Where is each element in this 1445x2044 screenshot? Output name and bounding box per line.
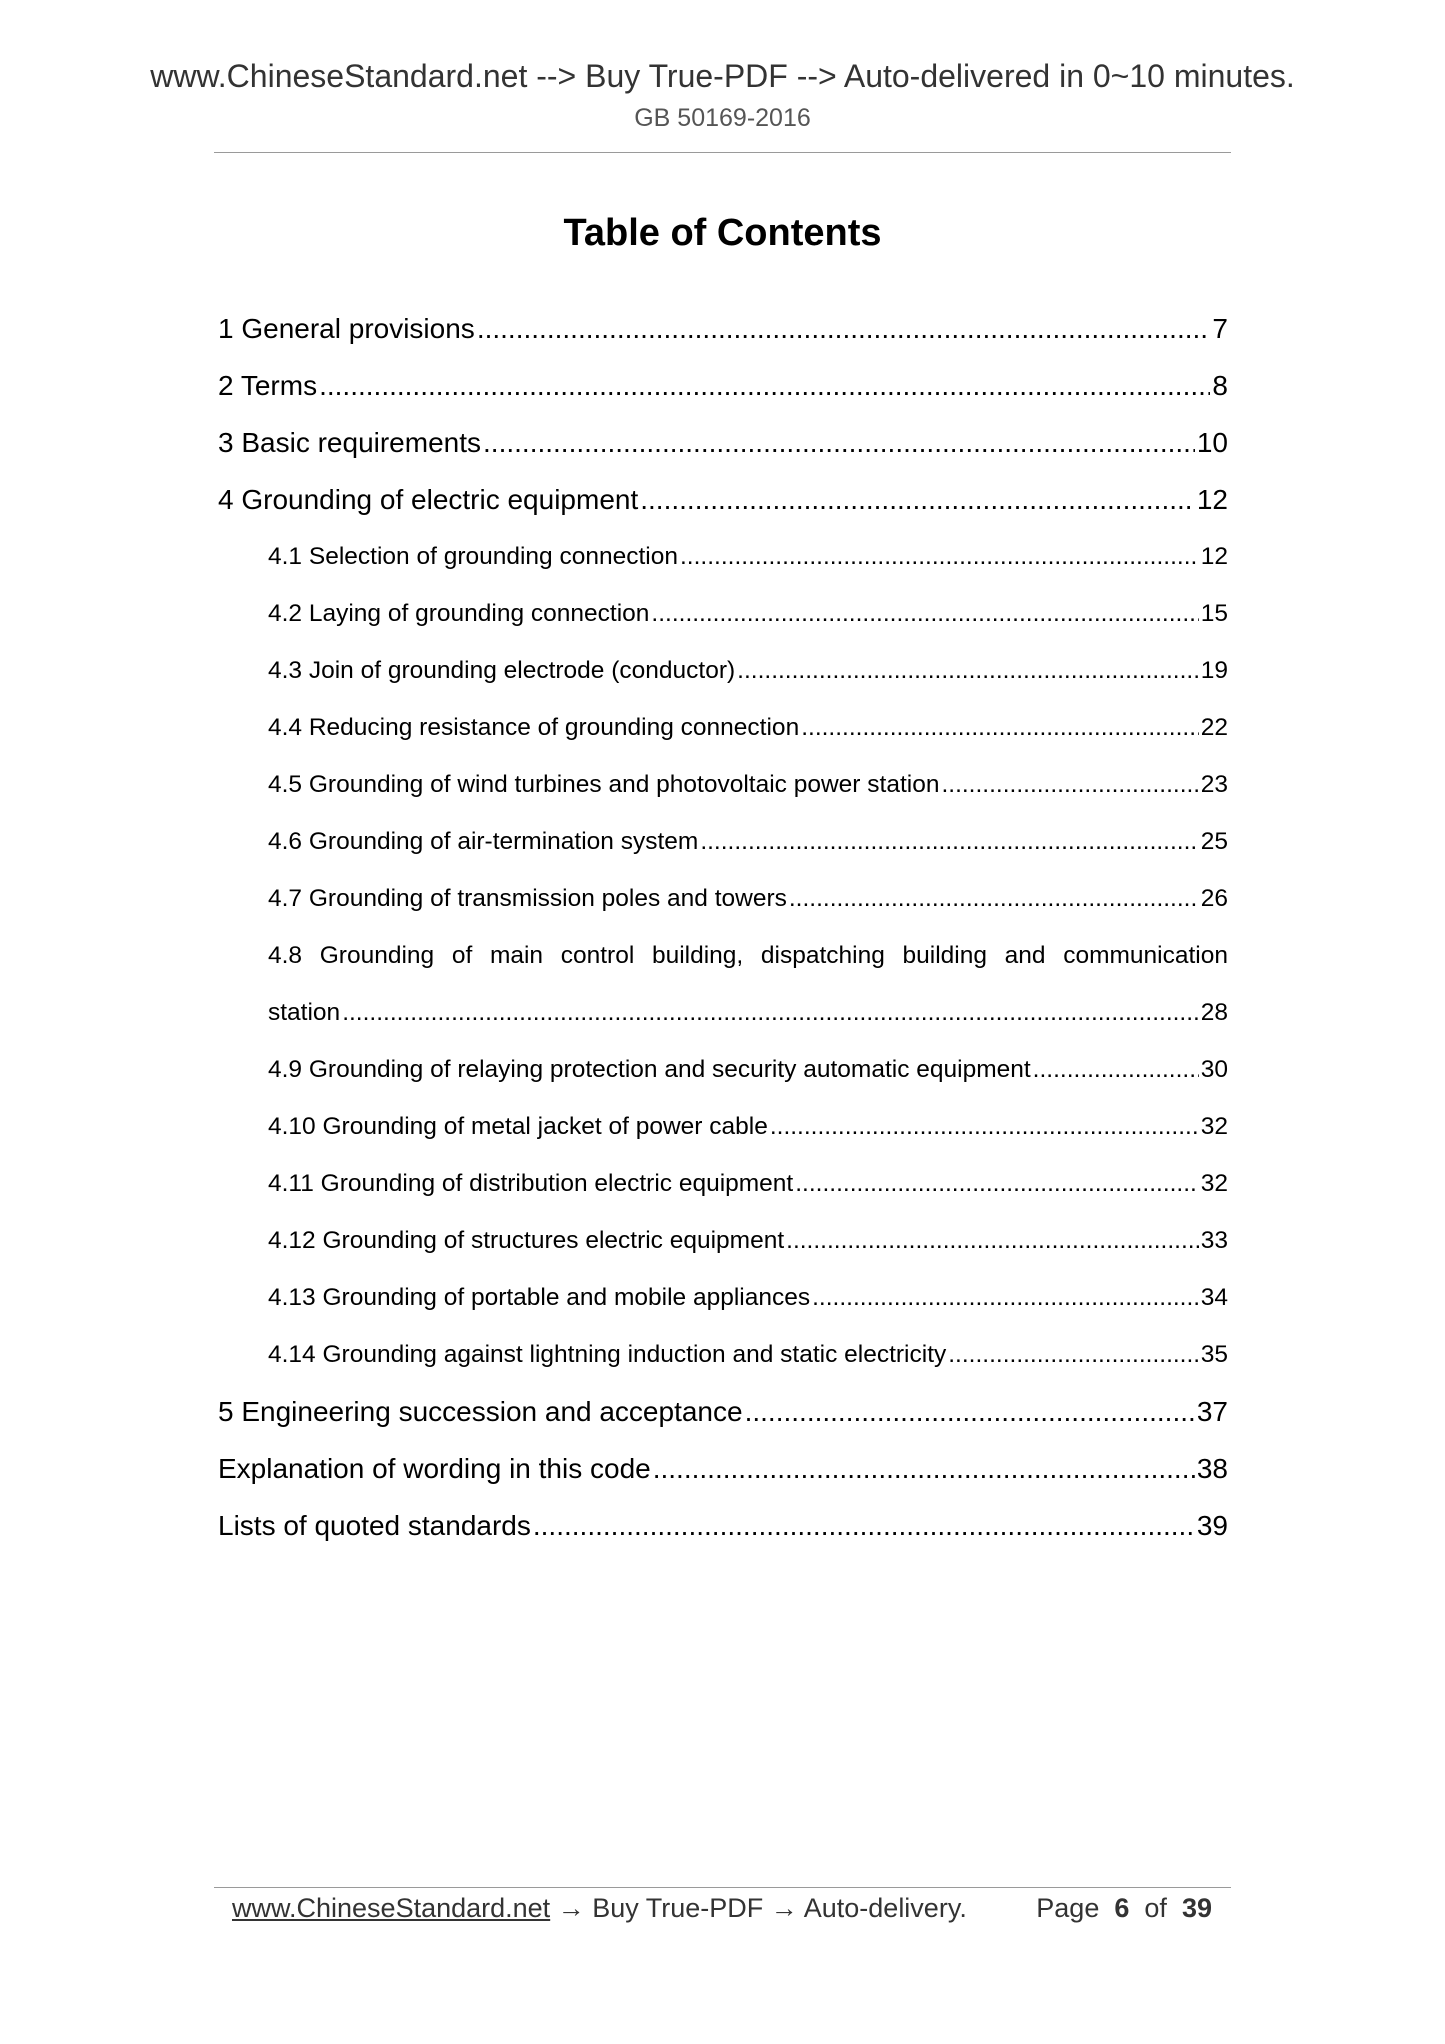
header-divider: [214, 152, 1231, 153]
table-of-contents: [218, 300, 1228, 1554]
page-label: Page: [1036, 1893, 1100, 1923]
toc-dot-leader: [653, 1453, 1195, 1485]
toc-page-number: 39: [1196, 1509, 1228, 1541]
footer-site-link[interactable]: www.ChineseStandard.net: [232, 1893, 551, 1923]
toc-entry-title: Lists of quoted standards: [218, 1509, 531, 1541]
toc-dot-leader: [941, 771, 1198, 799]
toc-dot-leader: [948, 1341, 1198, 1369]
toc-entry-title: 4.3 Join of grounding electrode (conductor): [268, 656, 736, 684]
toc-entry-title: 1 General provisions: [218, 312, 475, 344]
toc-page-number: 33: [1200, 1226, 1228, 1254]
toc-page-number: 8: [1212, 369, 1228, 401]
toc-entry-title: 2 Terms: [218, 369, 318, 401]
toc-entry-title: 4.8 Grounding of main control building, dispatching building and communication: [268, 941, 1228, 969]
toc-entry-title: 4.2 Laying of grounding connection: [268, 599, 650, 627]
toc-page-number: 30: [1200, 1055, 1228, 1083]
toc-page-number: 26: [1200, 884, 1228, 912]
toc-entry-4-1[interactable]: [218, 528, 1228, 585]
toc-page-number: 25: [1200, 827, 1228, 855]
toc-dot-leader: [770, 1113, 1199, 1141]
toc-page-number: 10: [1196, 426, 1228, 458]
toc-page-number: 12: [1200, 542, 1228, 570]
footer-delivery-text: → Buy True-PDF → Auto-delivery.: [550, 1893, 967, 1923]
toc-entry-title: 4.1 Selection of grounding connection: [268, 542, 678, 570]
footer-links: [232, 1893, 967, 1924]
toc-page-number: 32: [1200, 1112, 1228, 1140]
toc-entry-title: 3 Basic requirements: [218, 426, 482, 458]
toc-entry-1[interactable]: [218, 300, 1228, 357]
toc-page-number: 28: [1200, 998, 1228, 1026]
toc-entry-title: 4.10 Grounding of metal jacket of power cable: [268, 1112, 768, 1140]
toc-entry-title: 4.12 Grounding of structures electric equipment: [268, 1226, 785, 1254]
toc-dot-leader: [477, 313, 1211, 345]
toc-dot-leader: [680, 543, 1199, 571]
page-current: 6: [1114, 1893, 1130, 1923]
toc-entry-title: Explanation of wording in this code: [218, 1452, 651, 1484]
toc-entry-title: 4.4 Reducing resistance of grounding connection: [268, 713, 800, 741]
toc-dot-leader: [1033, 1056, 1199, 1084]
toc-page-number: 38: [1196, 1452, 1228, 1484]
toc-page-number: 7: [1212, 312, 1228, 344]
toc-entry-title: 4.14 Grounding against lightning induction and static electricity: [268, 1340, 947, 1368]
toc-page-number: 32: [1200, 1169, 1228, 1197]
toc-entry-title: 5 Engineering succession and acceptance: [218, 1395, 743, 1427]
page-footer: [232, 1893, 1212, 1924]
toc-page-number: 15: [1200, 599, 1228, 627]
toc-page-number: 23: [1200, 770, 1228, 798]
toc-entry-4-10[interactable]: [218, 1098, 1228, 1155]
toc-page-number: 12: [1196, 483, 1228, 515]
toc-entry-4-7[interactable]: [218, 870, 1228, 927]
toc-page-number: 37: [1196, 1395, 1228, 1427]
toc-entry-4-8[interactable]: [218, 984, 1228, 1041]
toc-page-number: 34: [1200, 1283, 1228, 1311]
page-title: Table of Contents: [563, 212, 882, 254]
footer-divider: [214, 1887, 1231, 1888]
toc-entry-4-13[interactable]: [218, 1269, 1228, 1326]
toc-entry-5[interactable]: [218, 1383, 1228, 1440]
toc-entry-4-9[interactable]: [218, 1041, 1228, 1098]
toc-entry-quoted-standards[interactable]: [218, 1497, 1228, 1554]
toc-dot-leader: [319, 370, 1210, 402]
toc-page-number: 19: [1200, 656, 1228, 684]
toc-entry-3[interactable]: [218, 414, 1228, 471]
toc-dot-leader: [737, 657, 1199, 685]
toc-dot-leader: [745, 1396, 1195, 1428]
toc-dot-leader: [786, 1227, 1199, 1255]
toc-entry-title: 4.7 Grounding of transmission poles and towers: [268, 884, 787, 912]
toc-entry-4-14[interactable]: [218, 1326, 1228, 1383]
toc-dot-leader: [342, 999, 1199, 1027]
toc-page-number: 35: [1200, 1340, 1228, 1368]
toc-dot-leader: [640, 484, 1195, 516]
toc-entry-explanation[interactable]: [218, 1440, 1228, 1497]
toc-entry-4-12[interactable]: [218, 1212, 1228, 1269]
header-site-line: www.ChineseStandard.net --> Buy True-PDF --> Auto-delivered in 0~10 minutes.: [150, 58, 1295, 94]
toc-entry-title: 4.11 Grounding of distribution electric equipment: [268, 1169, 794, 1197]
toc-entry-title: 4 Grounding of electric equipment: [218, 483, 639, 515]
toc-entry-4-6[interactable]: [218, 813, 1228, 870]
toc-entry-4-8-line1[interactable]: [218, 927, 1228, 984]
toc-entry-title: 4.5 Grounding of wind turbines and photovoltaic power station: [268, 770, 940, 798]
toc-entry-4-3[interactable]: [218, 642, 1228, 699]
toc-entry-title: 4.9 Grounding of relaying protection and security automatic equipment: [268, 1055, 1031, 1083]
toc-dot-leader: [483, 427, 1195, 459]
toc-entry-title: 4.13 Grounding of portable and mobile appliances: [268, 1283, 811, 1311]
toc-entry-4-2[interactable]: [218, 585, 1228, 642]
footer-page-info: [1036, 1893, 1212, 1924]
toc-entry-4-11[interactable]: [218, 1155, 1228, 1212]
toc-entry-4[interactable]: [218, 471, 1228, 528]
toc-dot-leader: [789, 885, 1199, 913]
header-standard-code: GB 50169-2016: [634, 104, 811, 132]
toc-entry-title: 4.6 Grounding of air-termination system: [268, 827, 699, 855]
toc-page-number: 22: [1200, 713, 1228, 741]
toc-entry-2[interactable]: [218, 357, 1228, 414]
toc-entry-4-4[interactable]: [218, 699, 1228, 756]
toc-dot-leader: [812, 1284, 1199, 1312]
of-label: of: [1144, 1893, 1167, 1923]
toc-dot-leader: [801, 714, 1199, 742]
toc-dot-leader: [700, 828, 1198, 856]
toc-dot-leader: [795, 1170, 1198, 1198]
toc-dot-leader: [651, 600, 1198, 628]
page-total: 39: [1181, 1893, 1212, 1923]
toc-entry-title-continued: station: [268, 998, 341, 1026]
toc-entry-4-5[interactable]: [218, 756, 1228, 813]
toc-dot-leader: [533, 1510, 1195, 1542]
